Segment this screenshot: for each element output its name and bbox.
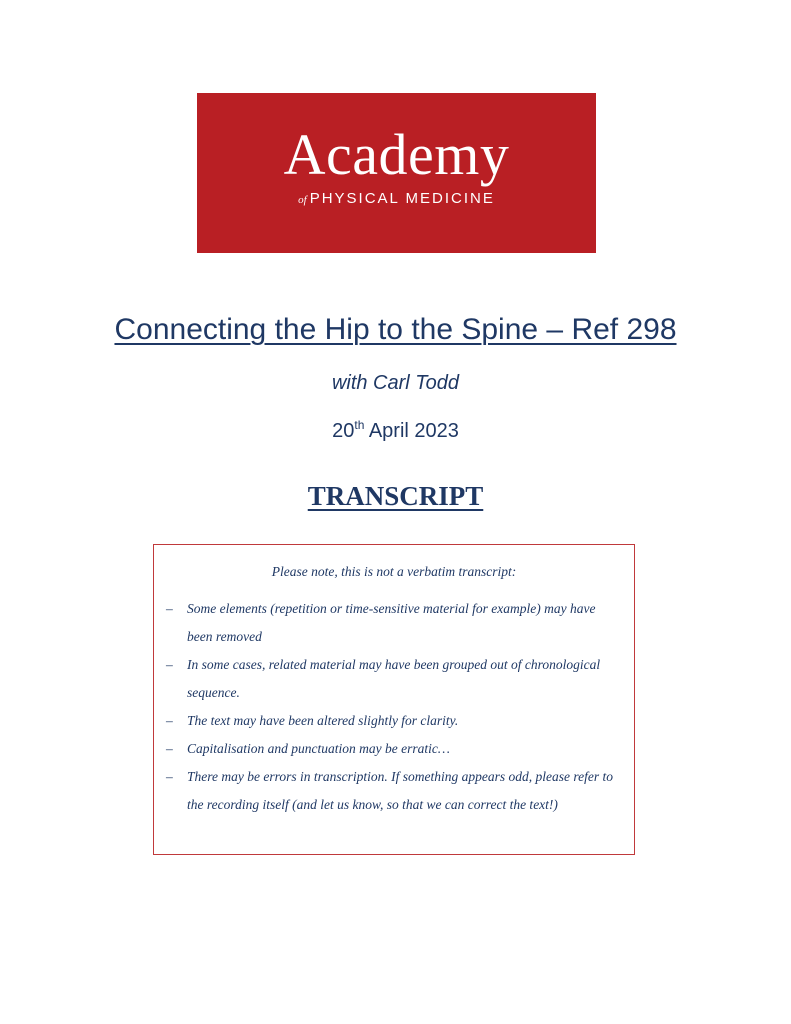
list-item <box>154 595 634 651</box>
date-day: 20 <box>332 420 355 442</box>
date-rest: April 2023 <box>364 420 459 442</box>
list-item-text: The text may have been altered slightly for clarity. <box>187 713 459 728</box>
dash-bullet: – <box>166 769 173 784</box>
list-item <box>154 707 634 735</box>
academy-logo <box>197 93 596 253</box>
list-item-text: Capitalisation and punctuation may be erratic… <box>187 741 450 756</box>
disclaimer-box <box>153 544 635 855</box>
list-item-text: Some elements (repetition or time-sensitive material for example) may have been removed <box>187 601 596 644</box>
list-item <box>154 735 634 763</box>
disclaimer-list <box>154 595 634 819</box>
dash-bullet: – <box>166 713 173 728</box>
dash-bullet: – <box>166 741 173 756</box>
logo-wordmark: Academy <box>283 122 510 187</box>
logo-of-text: of <box>298 194 307 206</box>
document-title: Connecting the Hip to the Spine – Ref 298 <box>114 313 677 346</box>
list-item-text: In some cases, related material may have been grouped out of chronological sequence. <box>187 657 601 700</box>
logo-subtitle-text: PHYSICAL MEDICINE <box>309 190 495 207</box>
logo-subtitle <box>197 190 596 207</box>
disclaimer-intro: Please note, this is not a verbatim transcript: <box>271 564 517 579</box>
date-suffix: th <box>354 418 365 432</box>
list-item <box>154 651 634 707</box>
transcript-heading: TRANSCRIPT <box>307 481 484 511</box>
dash-bullet: – <box>166 601 173 616</box>
document-date <box>0 418 791 443</box>
presenter-line: with Carl Todd <box>331 372 460 394</box>
dash-bullet: – <box>166 657 173 672</box>
list-item-text: There may be errors in transcription. If something appears odd, please refer to the recording itself (and let us know, so that we can correct the text!) <box>187 769 613 812</box>
list-item <box>154 763 634 819</box>
